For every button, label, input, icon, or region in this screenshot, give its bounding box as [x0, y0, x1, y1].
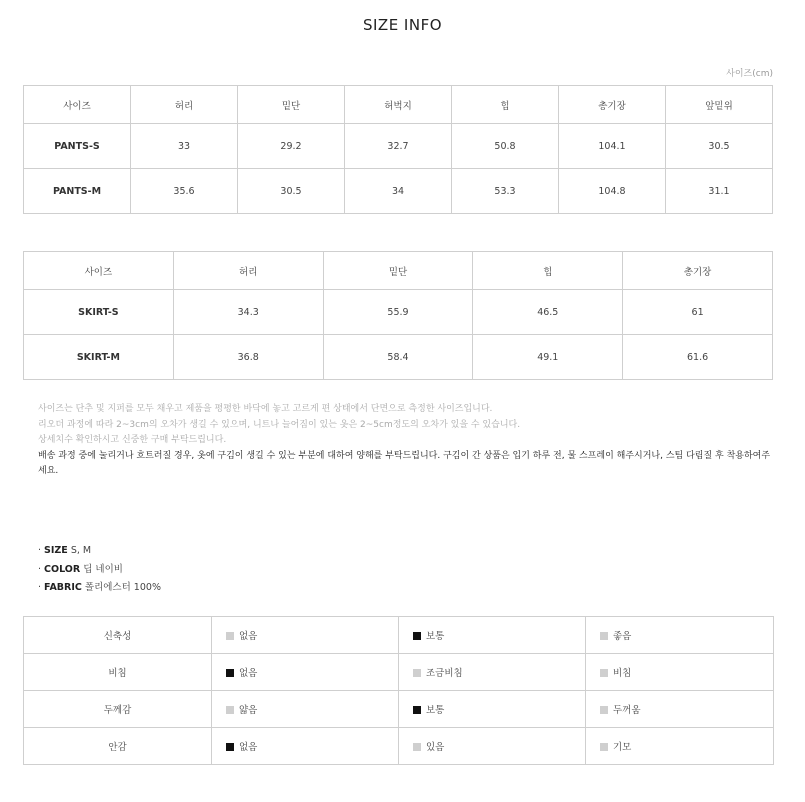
- fabric-option: [399, 691, 586, 728]
- fabric-option-label: 좋음: [613, 631, 632, 642]
- note-line: 사이즈는 단추 및 지퍼를 모두 채우고 제품을 평평한 바닥에 놓고 고르게 편 상태에서 단면으로 측정한 사이즈입니다.: [38, 404, 493, 414]
- column-header: 앞밑위: [666, 86, 773, 124]
- fabric-option-label: 얇음: [239, 705, 258, 716]
- column-header: 밑단: [238, 86, 345, 124]
- fabric-option-label: 없음: [239, 631, 258, 642]
- product-spec: [38, 542, 161, 598]
- unchecked-square-icon: [413, 669, 421, 677]
- row-size-label: PANTS-M: [24, 169, 131, 214]
- unchecked-square-icon: [226, 632, 234, 640]
- table-cell: 55.9: [323, 290, 473, 335]
- note-line-shipping: 배송 과정 중에 눌리거나 흐트러질 경우, 옷에 구김이 생길 수 있는 부분에 대하여 양해를 부탁드립니다. 구김이 간 상품은 입기 하루 전, 물 스프레이 해주시거나, 스팀 다림질 후 착용하여주세요.: [38, 450, 771, 476]
- fabric-option-label: 있음: [426, 742, 445, 753]
- unchecked-square-icon: [600, 706, 608, 714]
- table-cell: 50.8: [452, 124, 559, 169]
- table-cell: 61.6: [623, 335, 773, 380]
- fabric-option-label: 없음: [239, 668, 258, 679]
- table-cell: 34: [345, 169, 452, 214]
- table-cell: 58.4: [323, 335, 473, 380]
- fabric-option: [399, 654, 586, 691]
- unchecked-square-icon: [413, 743, 421, 751]
- table-cell: 49.1: [473, 335, 623, 380]
- fabric-option: [586, 617, 774, 654]
- table-cell: 29.2: [238, 124, 345, 169]
- table-cell: 104.1: [559, 124, 666, 169]
- fabric-attribute-label: 비침: [24, 654, 212, 691]
- unchecked-square-icon: [226, 706, 234, 714]
- fabric-row: [24, 691, 774, 728]
- table-cell: 61: [623, 290, 773, 335]
- column-header: 허리: [131, 86, 238, 124]
- pants-size-table: [23, 85, 773, 214]
- table-cell: 34.3: [173, 290, 323, 335]
- fabric-option: [212, 617, 399, 654]
- fabric-option: [399, 617, 586, 654]
- column-header: 힙: [473, 252, 623, 290]
- table-cell: 30.5: [666, 124, 773, 169]
- table-cell: 104.8: [559, 169, 666, 214]
- checked-square-icon: [226, 743, 234, 751]
- fabric-attribute-label: 안감: [24, 728, 212, 765]
- checked-square-icon: [226, 669, 234, 677]
- table-cell: 31.1: [666, 169, 773, 214]
- unchecked-square-icon: [600, 669, 608, 677]
- fabric-option: [212, 691, 399, 728]
- fabric-row: [24, 654, 774, 691]
- fabric-option: [212, 654, 399, 691]
- fabric-option: [399, 728, 586, 765]
- fabric-option-label: 비침: [613, 668, 632, 679]
- size-notes: [38, 402, 773, 480]
- fabric-option-label: 기모: [613, 742, 632, 753]
- unchecked-square-icon: [600, 743, 608, 751]
- fabric-option: [586, 728, 774, 765]
- fabric-option: [586, 691, 774, 728]
- table-row: [24, 290, 773, 335]
- fabric-row: [24, 728, 774, 765]
- table-cell: 32.7: [345, 124, 452, 169]
- fabric-option-label: 보통: [426, 705, 445, 716]
- column-header: 허벅지: [345, 86, 452, 124]
- unchecked-square-icon: [600, 632, 608, 640]
- table-cell: 46.5: [473, 290, 623, 335]
- fabric-attribute-label: 신축성: [24, 617, 212, 654]
- unit-label: 사이즈(cm): [726, 69, 773, 79]
- spec-color: · COLOR 딥 네이비: [38, 563, 123, 575]
- skirt-size-table: [23, 251, 773, 380]
- column-header: 총기장: [623, 252, 773, 290]
- fabric-option-label: 두꺼움: [613, 705, 641, 716]
- table-header-row: [24, 86, 773, 124]
- table-row: [24, 169, 773, 214]
- page-title: SIZE INFO: [362, 16, 443, 34]
- column-header: 힙: [452, 86, 559, 124]
- table-cell: 53.3: [452, 169, 559, 214]
- fabric-option-label: 조금비침: [426, 668, 463, 679]
- table-cell: 30.5: [238, 169, 345, 214]
- column-header: 허리: [173, 252, 323, 290]
- table-row: [24, 124, 773, 169]
- note-line: 리오더 과정에 따라 2~3cm의 오차가 생길 수 있으며, 니트나 늘어짐이 있는 옷은 2~5cm정도의 오차가 있을 수 있습니다.: [38, 419, 521, 430]
- note-line: 상세치수 확인하시고 신중한 구매 부탁드립니다.: [38, 435, 227, 445]
- table-row: [24, 335, 773, 380]
- column-header: 밑단: [323, 252, 473, 290]
- fabric-option-label: 없음: [239, 742, 258, 753]
- fabric-row: [24, 617, 774, 654]
- fabric-attribute-label: 두께감: [24, 691, 212, 728]
- column-header: 총기장: [559, 86, 666, 124]
- checked-square-icon: [413, 632, 421, 640]
- checked-square-icon: [413, 706, 421, 714]
- row-size-label: SKIRT-M: [24, 335, 174, 380]
- table-header-row: [24, 252, 773, 290]
- spec-size: · SIZE S, M: [38, 545, 92, 556]
- table-cell: 36.8: [173, 335, 323, 380]
- row-size-label: PANTS-S: [24, 124, 131, 169]
- fabric-option: [586, 654, 774, 691]
- spec-fabric: · FABRIC 폴리에스터 100%: [38, 582, 161, 593]
- table-cell: 35.6: [131, 169, 238, 214]
- fabric-option-label: 보통: [426, 631, 445, 642]
- column-header: 사이즈: [24, 252, 174, 290]
- row-size-label: SKIRT-S: [24, 290, 174, 335]
- fabric-option: [212, 728, 399, 765]
- fabric-info-table: [23, 616, 774, 765]
- table-cell: 33: [131, 124, 238, 169]
- column-header: 사이즈: [24, 86, 131, 124]
